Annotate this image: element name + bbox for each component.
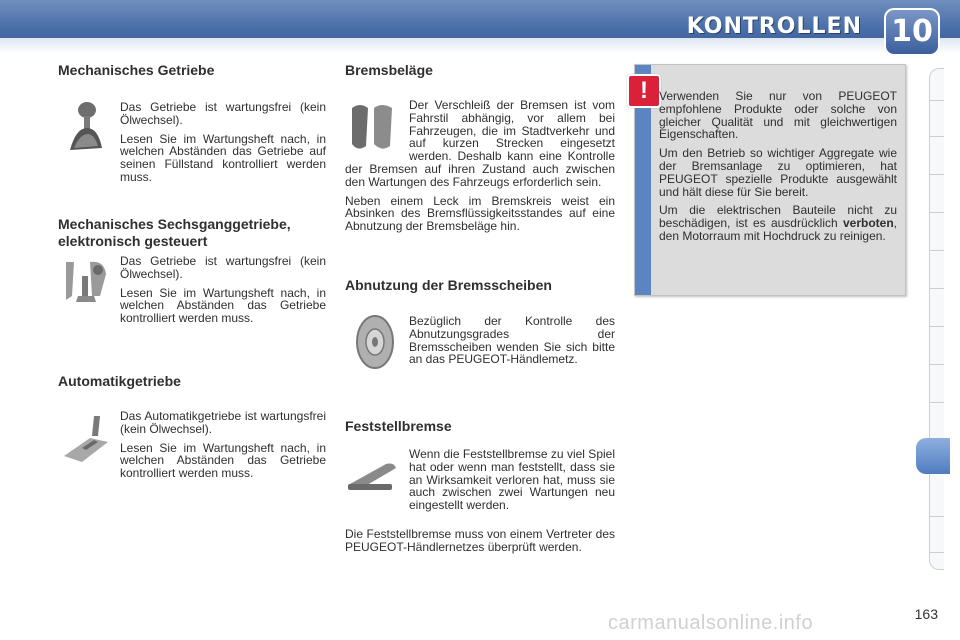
parking-brake-icon bbox=[346, 458, 400, 492]
emphasis-verboten: verboten bbox=[842, 216, 894, 231]
tab-divider bbox=[930, 552, 944, 553]
paragraph: Um den Betrieb so wichtiger Aggregate wie der Bremsanlage zu optimieren, hat PEUGEOT spezielle Produkte ausgewählt und hält diese für Sie bereit. bbox=[659, 146, 897, 199]
text-block bbox=[120, 410, 326, 486]
heading-line: elektronisch gesteuert bbox=[58, 233, 208, 249]
exclamation-warning-icon: ! bbox=[627, 74, 661, 108]
paragraph: Verwenden Sie nur von PEUGEOT empfohlene Produkte oder solche von gleicher Qualität und mit gleichwertigen Eigenschaften. bbox=[659, 89, 897, 142]
paddle-shifter-icon bbox=[60, 256, 112, 308]
chapter-tab-active[interactable] bbox=[916, 438, 950, 474]
tab-divider bbox=[930, 136, 944, 137]
text-span: Um die elektrischen Bauteile nicht zu beschädigen, ist es ausdrücklich bbox=[659, 203, 897, 231]
float-spacer bbox=[345, 99, 409, 161]
text-block bbox=[345, 528, 615, 560]
header-swoosh bbox=[0, 38, 960, 54]
text-block bbox=[120, 101, 326, 190]
text-block bbox=[409, 315, 615, 372]
text-span: , den Motorraum mit Hochdruck zu reinigen. bbox=[659, 216, 897, 243]
page-number: 163 bbox=[914, 606, 938, 622]
paragraph bbox=[345, 99, 615, 189]
automatic-selector-icon bbox=[60, 412, 112, 466]
paragraph: Lesen Sie im Wartungsheft nach, in welchen Abständen das Getriebe auf seinen Füllstand kontrolliert werden muss. bbox=[120, 131, 326, 184]
section-heading-bremsscheiben: Abnutzung der Bremsscheiben bbox=[345, 277, 552, 293]
tab-divider bbox=[930, 100, 944, 101]
gear-lever-icon bbox=[62, 98, 108, 156]
tab-divider bbox=[930, 402, 944, 403]
paragraph: Das Getriebe ist wartungsfrei (kein Ölwechsel). bbox=[120, 254, 326, 281]
section-heading-sechsgang bbox=[58, 216, 291, 250]
tab-divider bbox=[930, 364, 944, 365]
tab-divider bbox=[930, 212, 944, 213]
paragraph: Die Feststellbremse muss von einem Vertreter des PEUGEOT-Händlernetzes überprüft werden. bbox=[345, 527, 615, 554]
tab-divider bbox=[930, 516, 944, 517]
tab-divider bbox=[930, 250, 944, 251]
paragraph: Wenn die Feststellbremse zu viel Spiel hat oder wenn man feststellt, dass sie an Wirksamkeit verloren hat, muss sie auch zwischen zwei Wartungen neu eingestellt werden. bbox=[409, 447, 615, 513]
section-heading-mechanisches-getriebe: Mechanisches Getriebe bbox=[58, 62, 215, 78]
tab-divider bbox=[930, 288, 944, 289]
chapter-number-badge: 10 bbox=[884, 8, 940, 56]
watermark: carmanualsonline.info bbox=[608, 612, 814, 634]
chapter-title: KONTROLLEN bbox=[686, 14, 862, 39]
paragraph: Lesen Sie im Wartungsheft nach, in welchen Abständen das Getriebe kontrolliert werden muss. bbox=[120, 285, 326, 326]
paragraph: Das Getriebe ist wartungsfrei (kein Ölwechsel). bbox=[120, 100, 326, 127]
text-block bbox=[345, 99, 615, 239]
paragraph bbox=[659, 204, 897, 242]
text-block bbox=[409, 448, 615, 518]
tab-divider bbox=[930, 326, 944, 327]
paragraph: Neben einem Leck im Bremskreis weist ein Absinken des Bremsflüssigkeitsstandes auf eine Abnutzung der Bremsbeläge hin. bbox=[345, 193, 615, 234]
section-heading-bremsbelaege: Bremsbeläge bbox=[345, 62, 433, 78]
text-block bbox=[120, 255, 326, 331]
paragraph: Bezüglich der Kontrolle des Abnutzungsgrades der Bremsscheiben wenden Sie sich bitte an das PEUGEOT-Händlemetz. bbox=[409, 314, 615, 367]
paragraph: Lesen Sie im Wartungsheft nach, in welchen Abständen das Getriebe kontrolliert werden muss. bbox=[120, 440, 326, 481]
heading-line: Mechanisches Sechsganggetriebe, bbox=[58, 216, 291, 232]
paragraph-text: Der Verschleiß der Bremsen ist vom Fahrstil abhängig, vor allem bei Fahrzeugen, die im Stadtverkehr und auf kurzen Strecken eingesetzt werden. Deshalb kann eine Kontrolle der Bremsen auf ihren Zustand auch zwischen den Wartungen des Fahrzeugs erforderlich sein. bbox=[345, 98, 615, 189]
chapter-tab-strip bbox=[929, 68, 944, 570]
section-heading-automatikgetriebe: Automatikgetriebe bbox=[58, 373, 181, 389]
warning-text bbox=[659, 90, 897, 249]
paragraph: Das Automatikgetriebe ist wartungsfrei (kein Ölwechsel). bbox=[120, 409, 326, 436]
brake-disc-icon bbox=[352, 314, 398, 370]
section-heading-feststellbremse: Feststellbremse bbox=[345, 418, 452, 434]
tab-divider bbox=[930, 174, 944, 175]
